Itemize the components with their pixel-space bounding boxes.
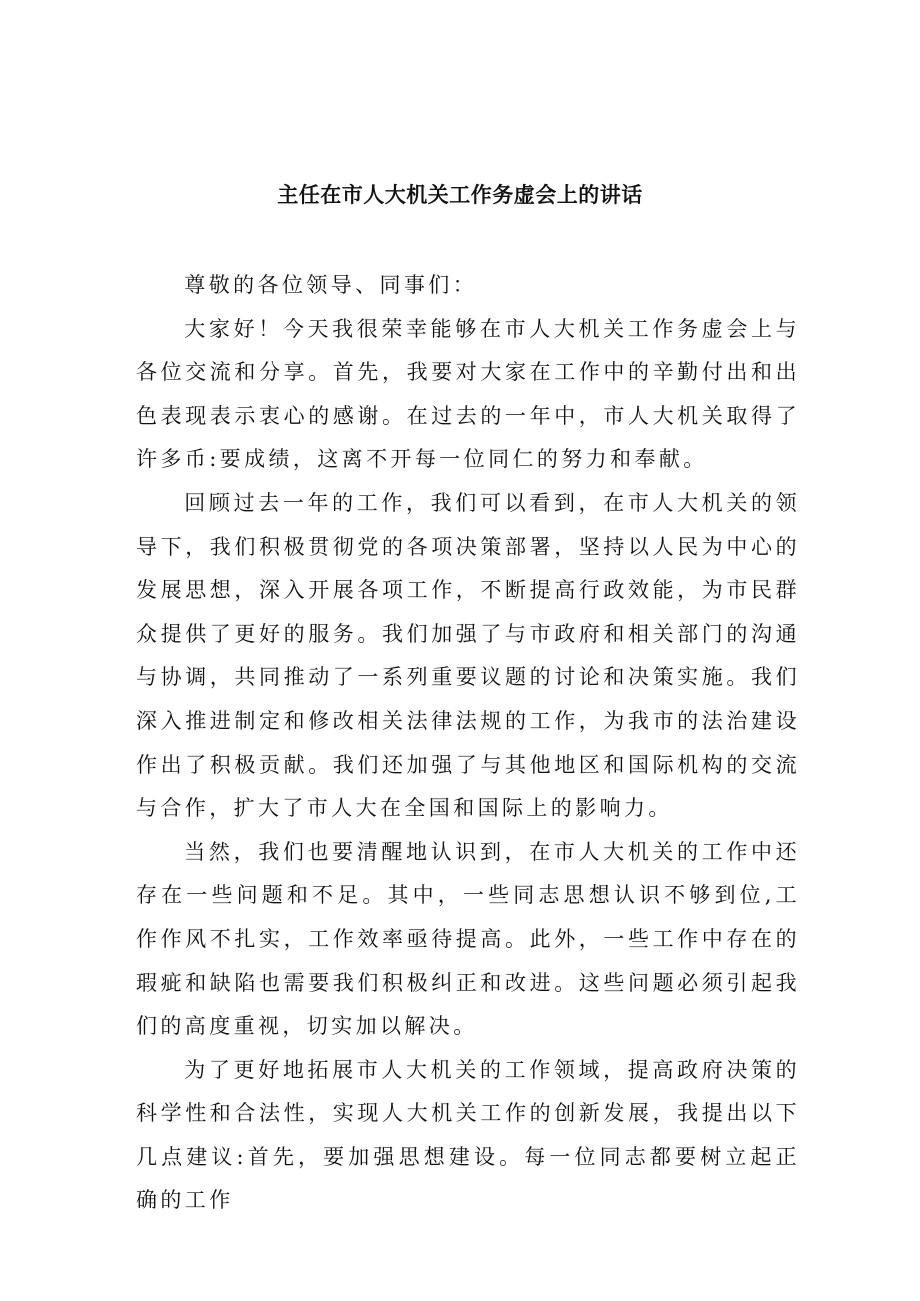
paragraph-1: 大家好！今天我很荣幸能够在市人大机关工作务虚会上与各位交流和分享。首先，我要对大家在工作中的辛勤付出和出色表现表示衷心的感谢。在过去的一年中，市人大机关取得了许多币:要成绩，这离不开每一位同仁的努力和奉献。	[136, 316, 800, 472]
paragraph-3: 当然，我们也要清醒地认识到，在市人大机关的工作中还存在一些问题和不足。其中，一些同志思想认识不够到位,工作作风不扎实，工作效率亟待提高。此外，一些工作中存在的瑕疵和缺陷也需要我们积极纠正和改进。这些问题必须引起我们的高度重视，切实加以解决。	[136, 839, 800, 1039]
document-body	[136, 264, 800, 1223]
paragraph-4: 为了更好地拓展市人大机关的工作领域，提高政府决策的科学性和合法性，实现人大机关工作的创新发展，我提出以下几点建议:首先，要加强思想建设。每一位同志都要树立起正确的工作	[136, 1057, 800, 1213]
salutation: 尊敬的各位领导、同事们：	[184, 273, 478, 297]
paragraph-2: 回顾过去一年的工作，我们可以看到，在市人大机关的领导下，我们积极贯彻党的各项决策部署，坚持以人民为中心的发展思想，深入开展各项工作，不断提高行政效能，为市民群众提供了更好的服务。我们加强了与市政府和相关部门的沟通与协调，共同推动了一系列重要议题的讨论和决策实施。我们深入推进制定和修改相关法律法规的工作，为我市的法治建设作出了积极贡献。我们还加强了与其他地区和国际机构的交流与合作，扩大了市人大在全国和国际上的影响力。	[136, 490, 800, 821]
document-title: 主任在市人大机关工作务虚会上的讲话	[277, 183, 643, 207]
